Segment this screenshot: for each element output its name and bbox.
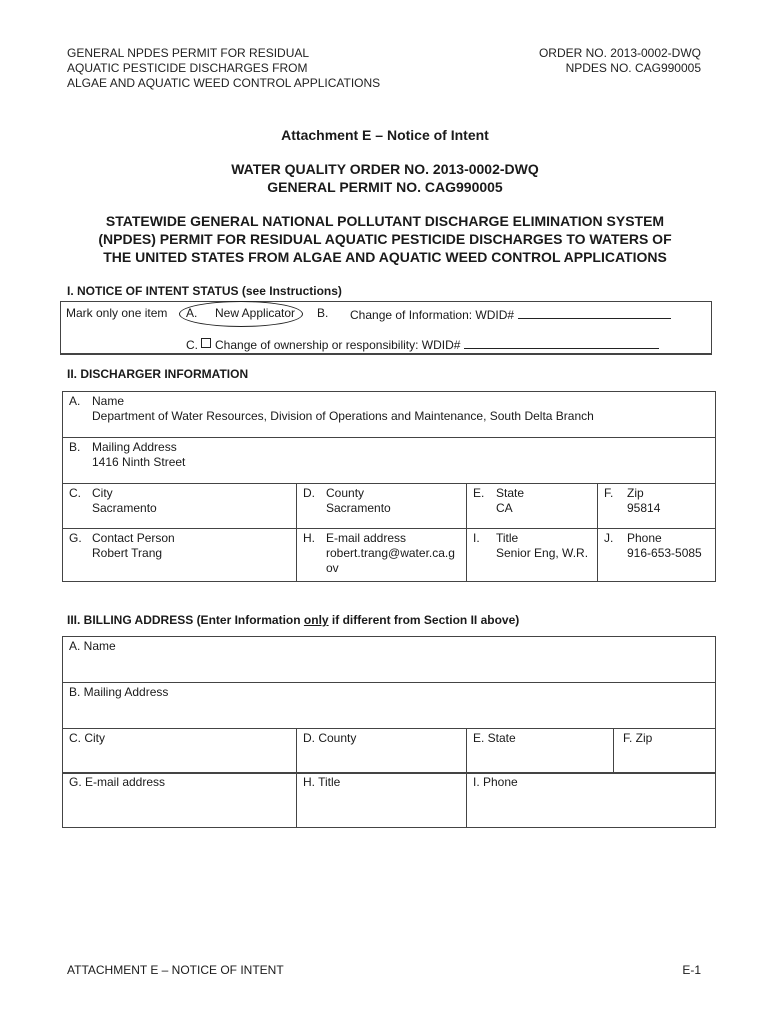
billing-name-cell[interactable] — [63, 637, 716, 683]
section-3-heading — [67, 613, 519, 627]
header-left-line: ALGAE AND AQUATIC WEED CONTROL APPLICATIONS — [67, 76, 381, 90]
county-cell[interactable] — [297, 484, 467, 529]
wdid-field-b[interactable] — [518, 306, 671, 319]
order-number: ORDER NO. 2013-0002-DWQ — [538, 46, 701, 60]
billing-details-table — [62, 728, 716, 774]
billing-county-cell[interactable] — [297, 729, 467, 774]
discharger-name-table — [62, 391, 716, 484]
billing-zip-label: F. Zip — [623, 731, 653, 745]
zip-cell[interactable] — [598, 484, 716, 529]
mailing-address-value: 1416 Ninth Street — [92, 455, 186, 469]
field-letter: H. — [303, 531, 315, 545]
contact-person-value: Robert Trang — [92, 546, 163, 560]
option-c-change-ownership[interactable] — [186, 336, 659, 352]
field-letter: F. — [604, 486, 614, 500]
field-label: Zip — [627, 486, 644, 500]
status-instruction: Mark only one item — [66, 306, 168, 320]
county-value: Sacramento — [326, 501, 391, 515]
title-value: Senior Eng, W.R. — [496, 546, 589, 560]
section-2-heading: II. DISCHARGER INFORMATION — [67, 367, 249, 381]
discharger-name-cell[interactable] — [63, 392, 716, 438]
field-label: E-mail address — [326, 531, 407, 545]
footer-title: ATTACHMENT E – NOTICE OF INTENT — [67, 963, 284, 977]
field-letter: I. — [473, 531, 480, 545]
billing-title-cell[interactable] — [297, 773, 467, 828]
billing-city-cell[interactable] — [63, 729, 297, 774]
billing-name-label: A. Name — [69, 639, 116, 653]
discharger-details-table — [62, 483, 716, 582]
billing-email-label: G. E-mail address — [69, 775, 166, 789]
discharger-name-value: Department of Water Resources, Division of Operations and Maintenance, South Delta Branch — [92, 409, 594, 423]
section-1-heading: I. NOTICE OF INTENT STATUS (see Instructions) — [67, 284, 342, 298]
state-cell[interactable] — [467, 484, 598, 529]
field-letter: E. — [473, 486, 485, 500]
section-3-heading-suffix: if different from Section II above) — [328, 613, 520, 627]
option-a-letter[interactable]: A. — [186, 306, 198, 320]
billing-contact-table — [62, 772, 716, 828]
page-number: E-1 — [682, 963, 701, 977]
status-box-divider — [60, 354, 712, 355]
field-label: Mailing Address — [92, 440, 177, 454]
option-c-checkbox[interactable] — [201, 338, 211, 348]
option-b-change-info[interactable] — [350, 306, 671, 322]
email-cell[interactable] — [297, 529, 467, 582]
header-left — [67, 46, 380, 91]
field-label: Contact Person — [92, 531, 175, 545]
billing-title-label: H. Title — [303, 775, 341, 789]
permit-title-line: STATEWIDE GENERAL NATIONAL POLLUTANT DISCHARGE ELIMINATION SYSTEM — [105, 213, 665, 229]
state-value: CA — [496, 501, 513, 515]
permit-title-line: (NPDES) PERMIT FOR RESIDUAL AQUATIC PESTICIDE DISCHARGES TO WATERS OF — [98, 231, 672, 247]
field-letter: C. — [69, 486, 81, 500]
billing-name-table — [62, 636, 716, 729]
section-3-heading-only: only — [303, 613, 329, 627]
order-title-line: GENERAL PERMIT NO. CAG990005 — [267, 179, 503, 195]
email-value-line: ov — [326, 561, 339, 575]
billing-state-label: E. State — [473, 731, 516, 745]
contact-person-cell[interactable] — [63, 529, 297, 582]
option-a-new-applicator[interactable]: New Applicator — [215, 306, 296, 320]
option-b-letter[interactable]: B. — [317, 306, 329, 320]
email-value-line: robert.trang@water.ca.g — [326, 546, 455, 560]
field-letter: D. — [303, 486, 315, 500]
billing-phone-cell[interactable] — [467, 773, 716, 828]
billing-county-label: D. County — [303, 731, 357, 745]
zip-value: 95814 — [627, 501, 661, 515]
city-value: Sacramento — [92, 501, 157, 515]
permit-title-line: THE UNITED STATES FROM ALGAE AND AQUATIC WEED CONTROL APPLICATIONS — [103, 249, 667, 265]
field-letter: G. — [69, 531, 82, 545]
field-letter: A. — [69, 394, 81, 408]
billing-city-label: C. City — [69, 731, 105, 745]
billing-phone-label: I. Phone — [473, 775, 518, 789]
attachment-title: Attachment E – Notice of Intent — [281, 127, 489, 143]
field-letter: J. — [604, 531, 614, 545]
field-label: Phone — [627, 531, 662, 545]
header-right — [539, 46, 701, 76]
order-title — [0, 160, 770, 196]
billing-mailing-cell[interactable] — [63, 683, 716, 729]
header-left-line: GENERAL NPDES PERMIT FOR RESIDUAL — [67, 46, 310, 60]
wdid-field-c[interactable] — [464, 336, 659, 349]
permit-title — [0, 212, 770, 266]
mailing-address-cell[interactable] — [63, 438, 716, 484]
header-left-line: AQUATIC PESTICIDE DISCHARGES FROM — [67, 61, 308, 75]
option-b-label: Change of Information: WDID# — [350, 308, 515, 322]
section-3-heading-prefix: III. BILLING ADDRESS (Enter Information — [67, 613, 304, 627]
npdes-number: NPDES NO. CAG990005 — [565, 61, 701, 75]
order-title-line: WATER QUALITY ORDER NO. 2013-0002-DWQ — [231, 161, 539, 177]
field-label: Title — [496, 531, 519, 545]
field-label: Name — [92, 394, 125, 408]
field-letter: B. — [69, 440, 81, 454]
field-label: County — [326, 486, 365, 500]
title-cell[interactable] — [467, 529, 598, 582]
field-label: City — [92, 486, 113, 500]
billing-email-cell[interactable] — [63, 773, 297, 828]
option-c-label: Change of ownership or responsibility: WDID# — [215, 338, 461, 352]
phone-cell[interactable] — [598, 529, 716, 582]
city-cell[interactable] — [63, 484, 297, 529]
billing-state-cell[interactable] — [467, 729, 614, 774]
option-c-letter: C. — [186, 338, 198, 352]
billing-zip-cell[interactable] — [614, 729, 716, 774]
phone-value: 916-653-5085 — [627, 546, 702, 560]
billing-mailing-label: B. Mailing Address — [69, 685, 169, 699]
field-label: State — [496, 486, 525, 500]
